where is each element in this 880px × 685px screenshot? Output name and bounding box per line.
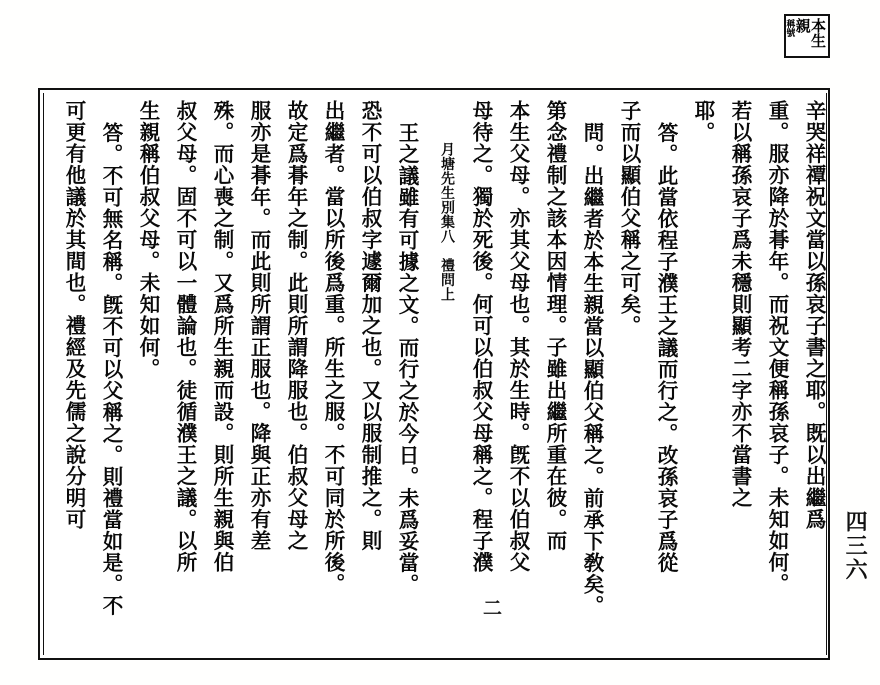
header-tag-box (784, 14, 830, 58)
text-column: 殊。而心喪之制。又爲所生親而設。則所生親與伯 (210, 100, 234, 573)
text-block-frame (38, 88, 830, 660)
page-number: 四三六 (842, 510, 869, 582)
text-column: 月塘先生別集八 禮問上 (439, 142, 455, 302)
text-column: 王之議雖有可據之文。而行之於今日。未爲妥當。 (395, 122, 419, 595)
text-column: 故定爲朞年之制。此則所謂降服也。伯叔父母之 (284, 100, 308, 552)
header-tag-main-label: 本生親 (793, 18, 827, 48)
folio-mark: 二 (480, 598, 502, 617)
text-column: 叔父母。固不可以一體論也。徒循濮王之議。以所 (173, 100, 197, 573)
text-column: 若以稱孫哀子爲未穩則顯考二字亦不當書之 (728, 100, 752, 509)
text-column: 服亦是朞年。而此則所謂正服也。降與正亦有差 (247, 100, 271, 552)
text-column: 辛哭祥禫祝文當以孫哀子書之耶。既以出繼爲 (802, 100, 826, 530)
text-column: 恐不可以伯叔字遽爾加之也。又以服制推之。則 (358, 100, 382, 552)
vertical-text-columns (48, 96, 824, 656)
text-column: 母待之。獨於死後。何可以伯叔父母稱之。程子濮 (469, 100, 493, 573)
text-column: 出繼者。當以所後爲重。所生之服。不可同於所後。 (321, 100, 345, 595)
text-column: 答。不可無名稱。旣不可以父稱之。則禮當如是。不 (99, 122, 123, 617)
text-column: 第念禮制之該本因情理。子雖出繼所重在彼。而 (543, 100, 567, 552)
text-column: 子而以顯伯父稱之可矣。 (617, 100, 641, 337)
text-column: 本生父母。亦其父母也。其於生時。旣不以伯叔父 (506, 100, 530, 573)
text-column: 生親稱伯叔父母。未知如何。 (136, 100, 160, 380)
text-column: 重。服亦降於朞年。而祝文便稱孫哀子。未知如何。 (765, 100, 789, 595)
text-column: 可更有他議於其間也。禮經及先儒之說分明可 (62, 100, 86, 530)
text-column: 答。此當依程子濮王之議而行之。改孫哀子爲從 (654, 122, 678, 574)
header-tag-sub-label: 稱號 (784, 19, 795, 37)
text-column: 問。出繼者於本生親當以顯伯父稱之。前承下敎矣。 (580, 122, 604, 617)
text-column: 耶。 (691, 100, 715, 143)
